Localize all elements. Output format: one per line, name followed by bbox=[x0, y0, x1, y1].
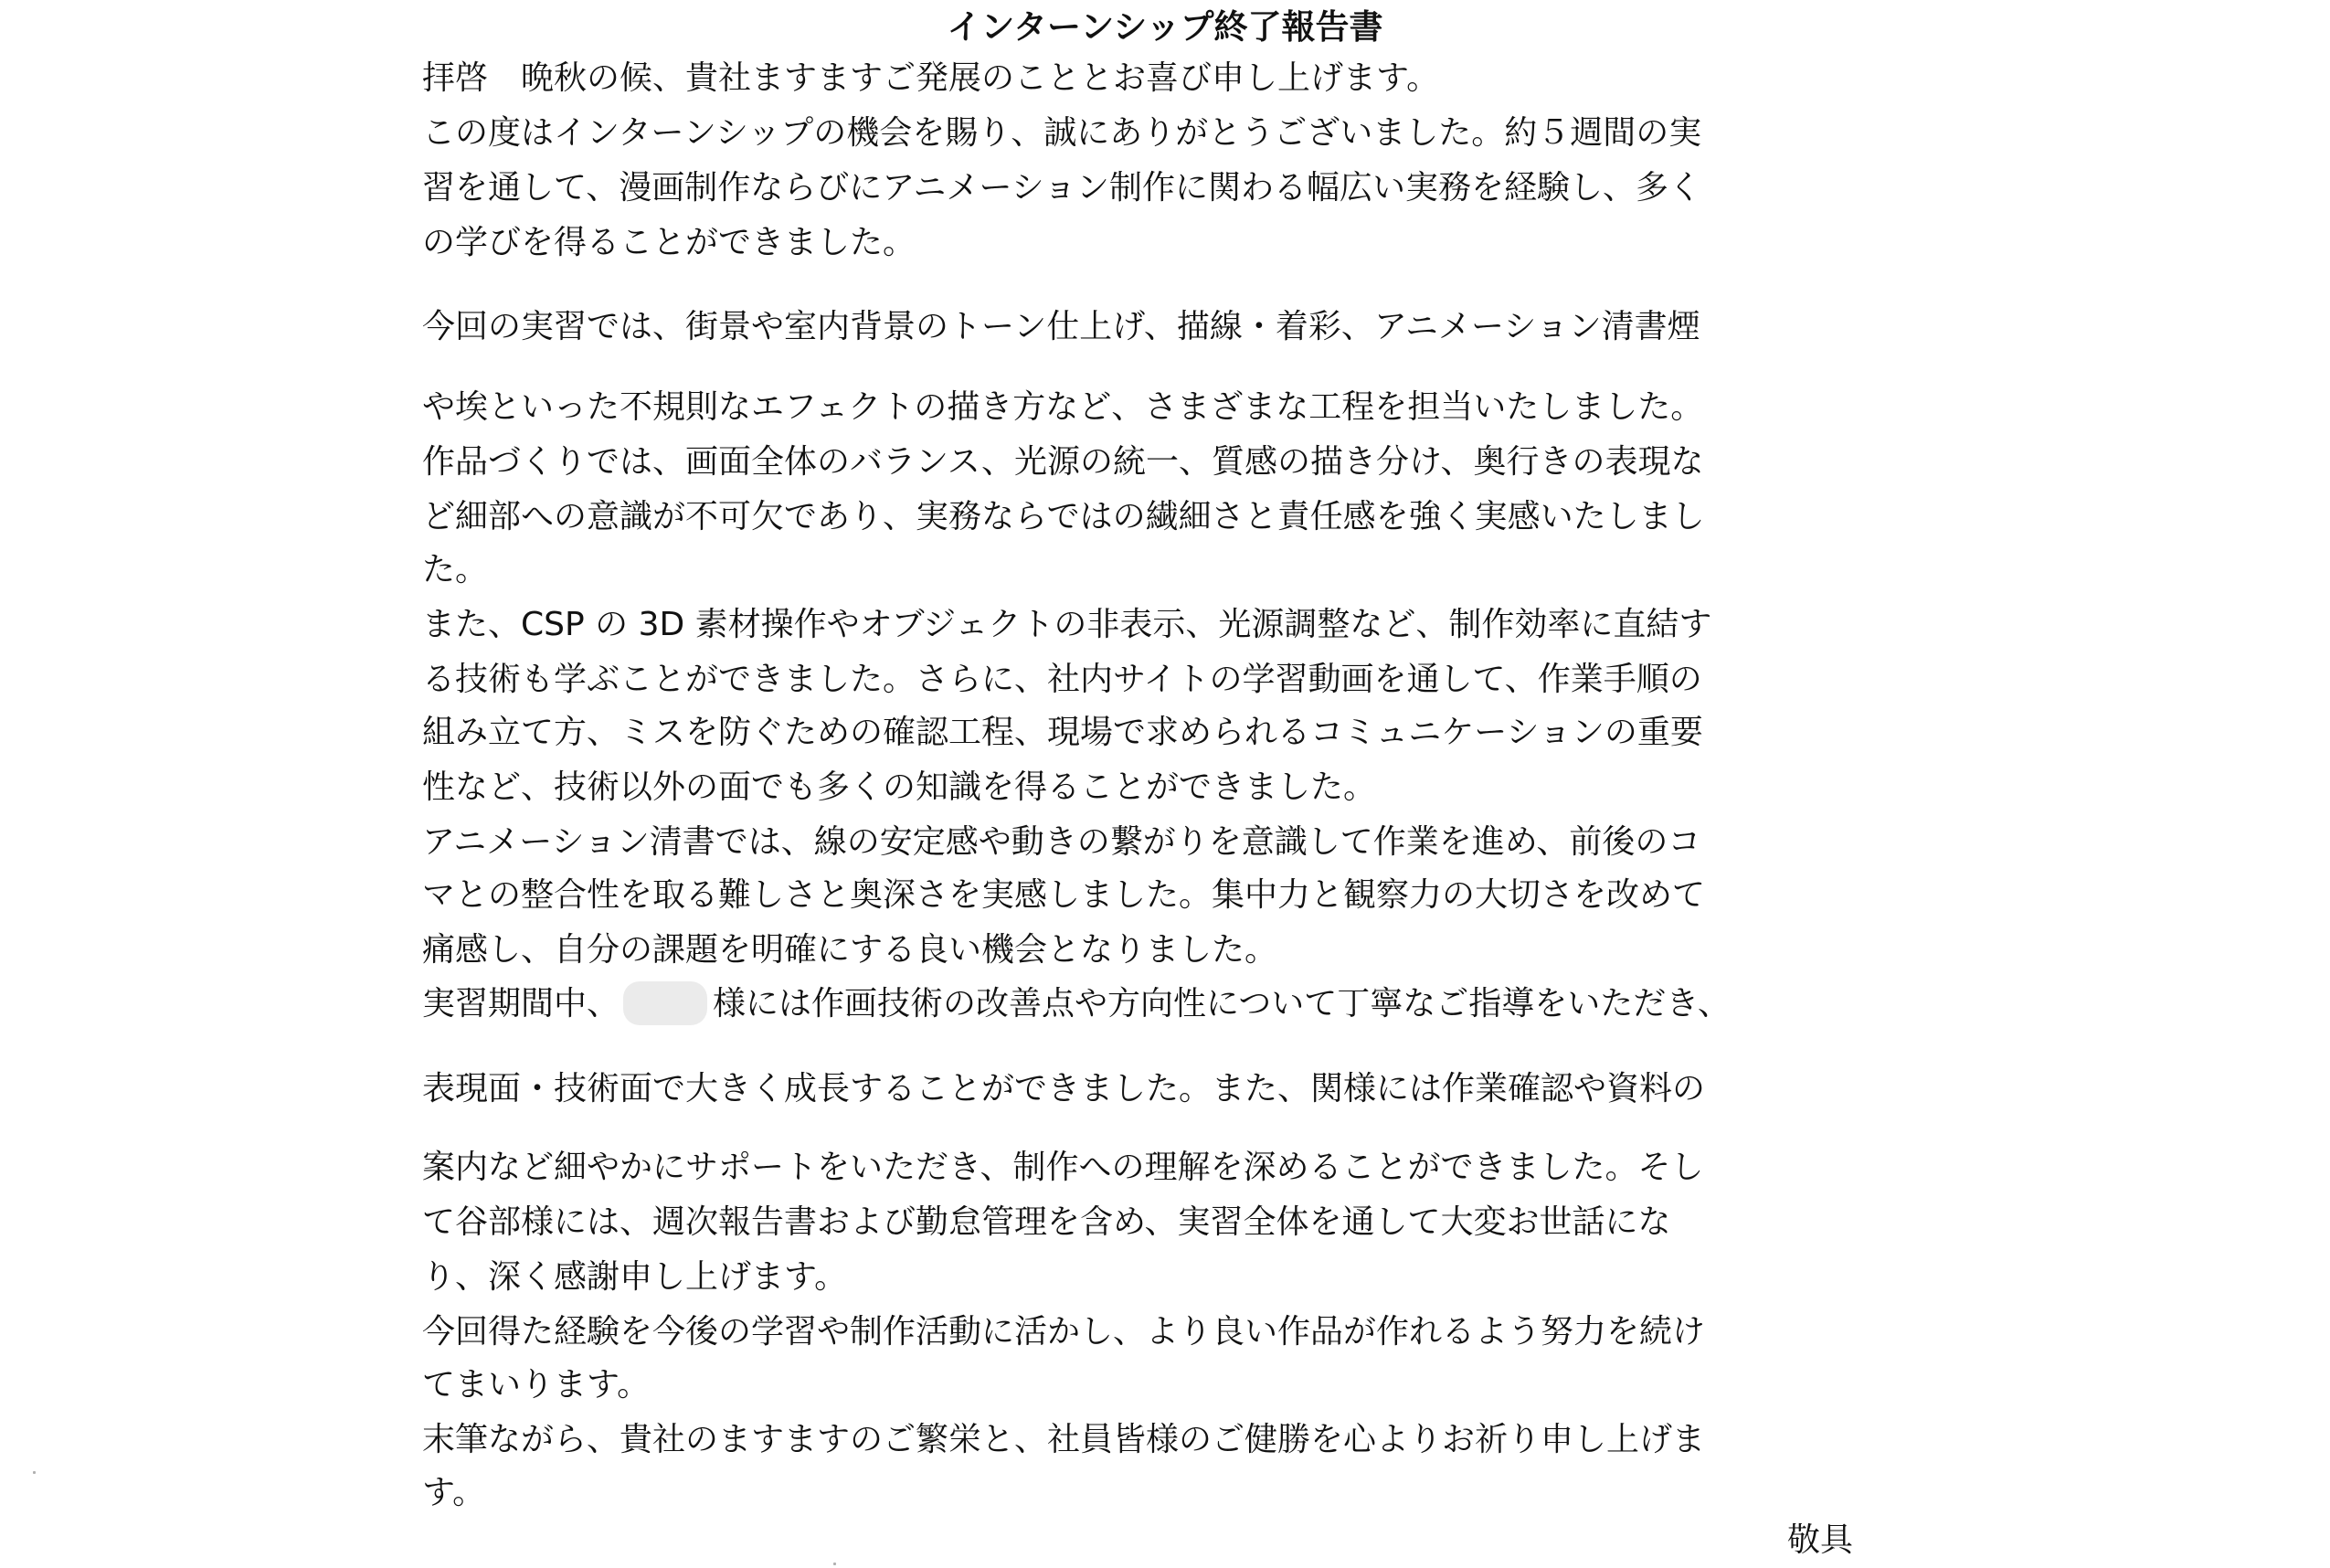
body-line: 作品づくりでは、画面全体のバランス、光源の統一、質感の描き分け、奥行きの表現な bbox=[422, 443, 1704, 481]
redaction-mark bbox=[623, 981, 707, 1025]
body-line: この度はインターンシップの機会を賜り、誠にありがとうございました。約５週間の実 bbox=[422, 114, 1702, 152]
body-line: て谷部様には、週次報告書および勤怠管理を含め、実習全体を通して大変お世話にな bbox=[422, 1203, 1671, 1241]
body-line: 今回の実習では、街景や室内背景のトーン仕上げ、描線・着彩、アニメーション清書煙 bbox=[422, 308, 1700, 345]
body-line: 痛感し、自分の課題を明確にする良い機会となりました。 bbox=[422, 931, 1278, 969]
body-line: てまいります。 bbox=[422, 1366, 651, 1404]
body-line: アニメーション清書では、線の安定感や動きの繋がりを意識して作業を進め、前後のコ bbox=[422, 823, 1701, 861]
body-line: た。 bbox=[422, 551, 489, 588]
scan-speck bbox=[833, 1563, 836, 1565]
redacted-line-after: 様には作画技術の改善点や方向性について丁寧なご指導をいただき、 bbox=[713, 985, 1731, 1022]
body-line-redacted bbox=[422, 983, 1731, 1027]
body-line: の学びを得ることができました。 bbox=[422, 224, 916, 261]
document-title: インターンシップ終了報告書 bbox=[947, 7, 1383, 47]
redacted-line-before: 実習期間中、 bbox=[422, 985, 620, 1022]
body-line: 末筆ながら、貴社のますますのご繁栄と、社員皆様のご健勝を心よりお祈り申し上げま bbox=[422, 1421, 1706, 1458]
scan-speck bbox=[33, 1471, 36, 1474]
body-line: 表現面・技術面で大きく成長することができました。また、関様には作業確認や資料の bbox=[422, 1070, 1706, 1107]
body-line: 性など、技術以外の面でも多くの知識を得ることができました。 bbox=[422, 768, 1377, 806]
body-line: る技術も学ぶことができました。さらに、社内サイトの学習動画を通して、作業手順の bbox=[422, 661, 1702, 698]
body-line: 習を通して、漫画制作ならびにアニメーション制作に関わる幅広い実務を経験し、多く bbox=[422, 169, 1702, 207]
closing-remark: 敬具 bbox=[1786, 1521, 1853, 1559]
body-line: 案内など細やかにサポートをいただき、制作への理解を深めることができました。そし bbox=[422, 1149, 1704, 1186]
body-line: 組み立て方、ミスを防ぐための確認工程、現場で求められるコミュニケーションの重要 bbox=[422, 714, 1703, 751]
body-line: 拝啓 晩秋の候、貴社ますますご発展のこととお喜び申し上げます。 bbox=[422, 59, 1440, 97]
body-line: や埃といった不規則なエフェクトの描き方など、さまざまな工程を担当いたしました。 bbox=[422, 388, 1704, 426]
body-line: また、CSP の 3D 素材操作やオブジェクトの非表示、光源調整など、制作効率に直結す bbox=[422, 606, 1712, 643]
body-line: り、深く感謝申し上げます。 bbox=[422, 1258, 848, 1296]
body-line: す。 bbox=[422, 1474, 486, 1511]
body-line: マとの整合性を取る難しさと奥深さを実感しました。集中力と観察力の大切さを改めて bbox=[422, 876, 1706, 914]
body-line: ど細部への意識が不可欠であり、実務ならではの繊細さと責任感を強く実感いたしまし bbox=[422, 498, 1705, 535]
body-line: 今回得た経験を今後の学習や制作活動に活かし、より良い作品が作れるよう努力を続け bbox=[422, 1313, 1706, 1351]
